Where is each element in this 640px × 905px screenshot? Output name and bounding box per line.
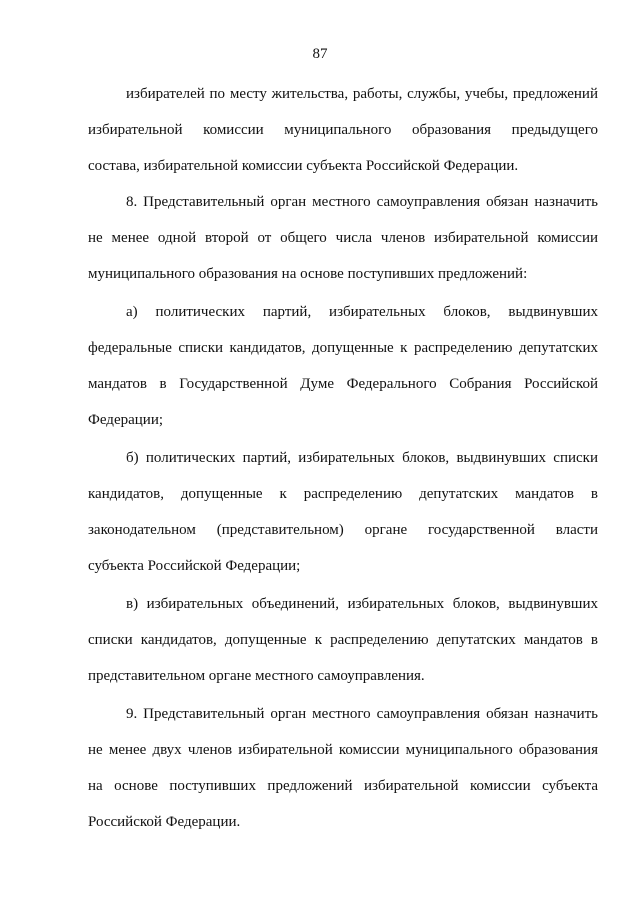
text-line: муниципального образования на основе поступивших предложений:: [88, 266, 528, 282]
text-line: кандидатов, допущенные к распределению депутатских мандатов в: [88, 486, 598, 502]
text-line: а) политических партий, избирательных блоков, выдвинувших: [126, 304, 598, 320]
text-line: избирателей по месту жительства, работы, службы, учебы, предложений: [126, 86, 598, 102]
text-line: не менее одной второй от общего числа членов избирательной комиссии: [88, 230, 598, 246]
text-line: состава, избирательной комиссии субъекта Российской Федерации.: [88, 158, 519, 174]
text-line: Федерации;: [88, 412, 164, 428]
text-line: мандатов в Государственной Думе Федерального Собрания Российской: [88, 376, 598, 392]
text-line: в) избирательных объединений, избирательных блоков, выдвинувших: [126, 596, 598, 612]
text-line: б) политических партий, избирательных блоков, выдвинувших списки: [126, 450, 598, 466]
text-line: не менее двух членов избирательной комиссии муниципального образования: [88, 742, 598, 758]
text-line: на основе поступивших предложений избирательной комиссии субъекта: [88, 778, 598, 794]
text-line: федеральные списки кандидатов, допущенные к распределению депутатских: [88, 340, 598, 356]
text-line: законодательном (представительном) органе государственной власти: [88, 522, 598, 538]
text-line: избирательной комиссии муниципального образования предыдущего: [88, 122, 598, 138]
page-number: 87: [312, 46, 328, 62]
text-line: представительном органе местного самоуправления.: [88, 668, 425, 684]
text-line: 8. Представительный орган местного самоуправления обязан назначить: [126, 194, 598, 210]
text-line: субъекта Российской Федерации;: [88, 558, 301, 574]
text-line: Российской Федерации.: [88, 814, 241, 830]
text-line: списки кандидатов, допущенные к распределению депутатских мандатов в: [88, 632, 598, 648]
text-line: 9. Представительный орган местного самоуправления обязан назначить: [126, 706, 598, 722]
